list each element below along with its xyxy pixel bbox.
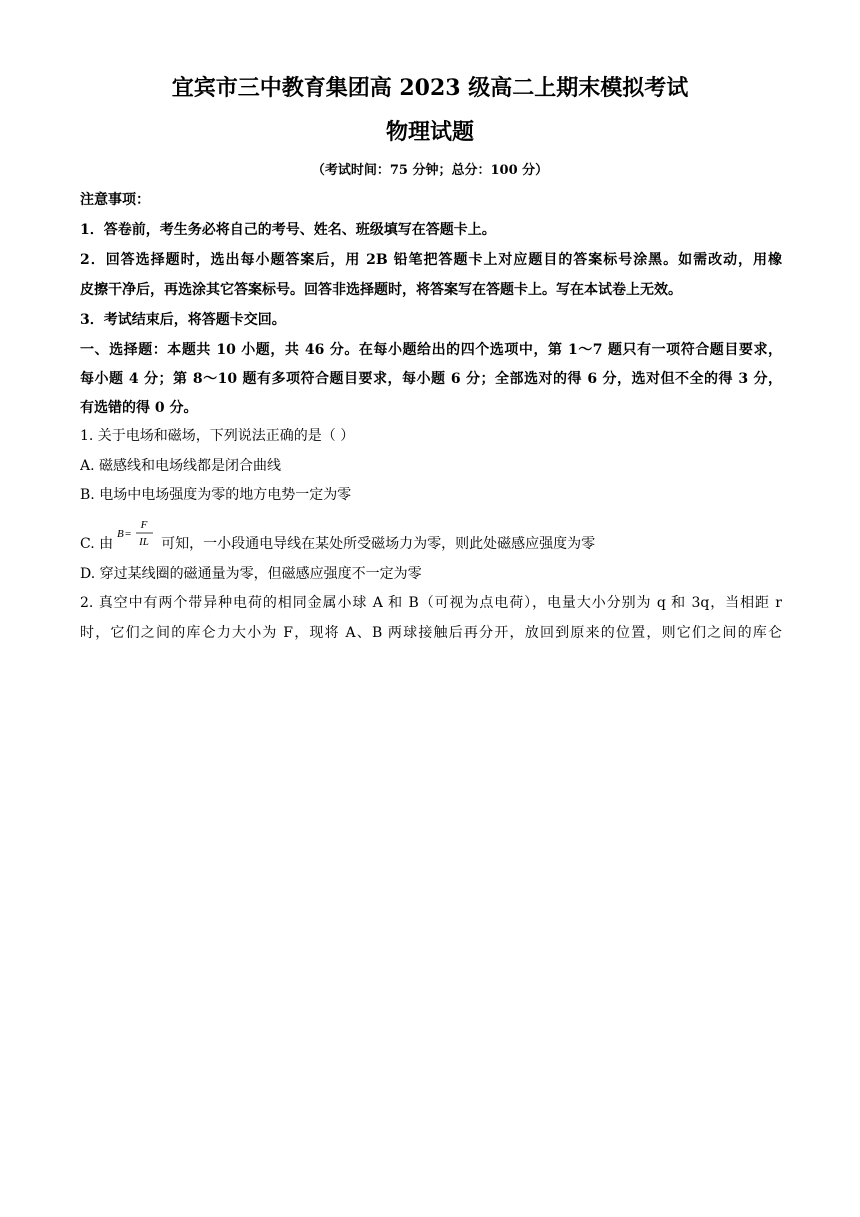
question-2-line-1: 2. 真空中有两个带异种电荷的相同金属小球 A 和 B（可视为点电荷），电量大小分别为 q 和 3q，当相距 r <box>80 595 782 611</box>
notice-item-2-line-2: 皮擦干净后，再选涂其它答案标号。回答非选择题时，将答案写在答题卡上。写在本试卷上无效。 <box>80 282 682 298</box>
question-1-option-d: D. 穿过某线圈的磁通量为零，但磁感应强度不一定为零 <box>80 566 422 582</box>
exam-info: （考试时间：75 分钟；总分：100 分） <box>311 163 549 178</box>
magnetic-field-formula <box>115 519 159 555</box>
notice-item-1: 1．答卷前，考生务必将自己的考号、姓名、班级填写在答题卡上。 <box>80 222 496 238</box>
question-1-option-c <box>80 519 782 555</box>
exam-title: 宜宾市三中教育集团高 2023 级高二上期末模拟考试 <box>171 75 689 101</box>
formula-graphic <box>115 517 159 557</box>
section-1-intro-line-2: 每小题 4 分；第 8～10 题有多项符合题目要求，每小题 6 分；全部选对的得 6 分，选对但不全的得 3 分， <box>80 371 782 387</box>
question-1-option-b: B. 电场中电场强度为零的地方电势一定为零 <box>80 487 352 503</box>
notice-item-2-line-1: 2．回答选择题时，选出每小题答案后，用 2B 铅笔把答题卡上对应题目的答案标号涂黑。如需改动，用橡 <box>80 252 782 268</box>
question-1-stem: 1. 关于电场和磁场，下列说法正确的是（ ） <box>80 428 355 444</box>
formula-denominator: IL <box>139 536 150 548</box>
question-1-option-a: A. 磁感线和电场线都是闭合曲线 <box>80 458 282 474</box>
question-2-line-2: 时，它们之间的库仑力大小为 F，现将 A、B 两球接触后再分开，放回到原来的位置，则它们之间的库仑 <box>80 625 782 641</box>
section-1-intro-line-1: 一、选择题：本题共 10 小题，共 46 分。在每小题给出的四个选项中，第 1～7 题只有一项符合题目要求， <box>80 342 782 358</box>
formula-equals: = <box>125 528 132 540</box>
exam-subtitle: 物理试题 <box>385 119 474 145</box>
formula-lhs: B <box>117 528 124 540</box>
notice-item-3: 3．考试结束后，将答题卡交回。 <box>80 312 286 328</box>
formula-numerator: F <box>140 519 148 531</box>
option-c-text: 可知，一小段通电导线在某处所受磁场力为零，则此处磁感应强度为零 <box>161 536 596 552</box>
option-c-label: C. 由 <box>80 536 114 552</box>
section-1-intro-line-3: 有选错的得 0 分。 <box>80 400 198 416</box>
notice-heading: 注意事项： <box>80 192 150 208</box>
